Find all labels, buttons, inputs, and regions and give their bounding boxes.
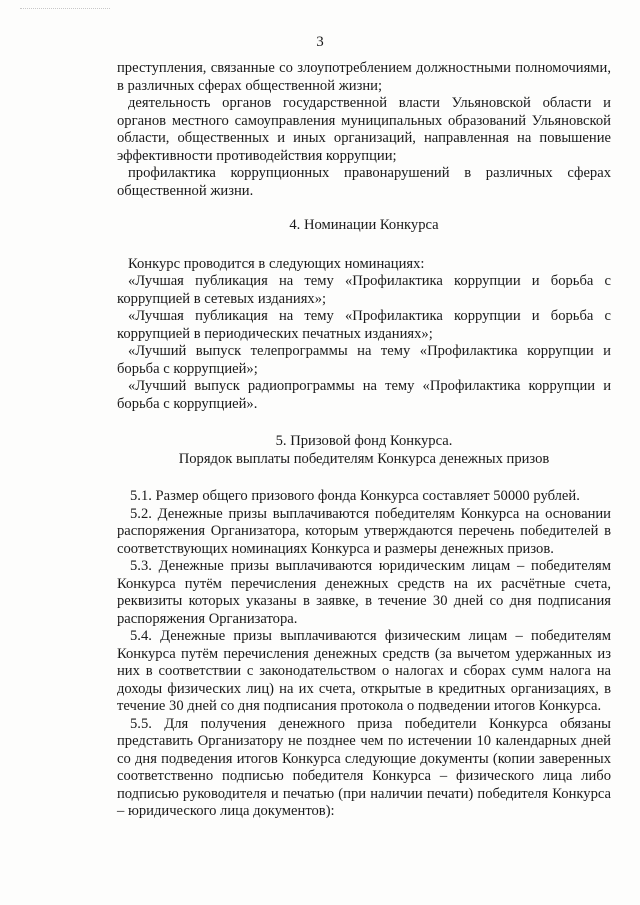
section-5-title-line-1: 5. Призовой фонд Конкурса. bbox=[275, 433, 453, 449]
intro-paragraph-3: профилактика коррупционных правонарушений в различных сферах общественной жизни. bbox=[117, 165, 611, 199]
clause-5-1: 5.1. Размер общего призового фонда Конкурса составляет 50000 рублей. bbox=[130, 488, 580, 504]
section-4-lead: Конкурс проводится в следующих номинациях: bbox=[128, 255, 425, 272]
clause-5-4: 5.4. Денежные призы выплачиваются физическим лицам – победителям Конкурса путём перечисления денежных средств (за вычетом удержанных из них в соответствии с законодательством о налогах и сборах сумм налога на доходы физических лиц) на их счета, открытые в кредитных организациях, в течение 30 дней со дня подписания протокола о подведении итогов Конкурса. bbox=[117, 628, 611, 714]
clause-5-5: 5.5. Для получения денежного приза победители Конкурса обязаны представить Организатору не позднее чем по истечении 10 календарных дней со дня подведения итогов Конкурса следующие документы (копии заверенных соответственно подписью победителя Конкурса – физического лица либо подписью руководителя и печатью (при наличии печати) победителя Конкурса – юридического лица документов): bbox=[117, 715, 611, 819]
nomination-item-3: «Лучший выпуск телепрограммы на тему «Профилактика коррупции и борьба с коррупцией»; bbox=[117, 343, 611, 377]
clause-5-2: 5.2. Денежные призы выплачиваются победителям Конкурса на основании распоряжения Организатора, которым утверждаются перечень победителей в соответствующих номинациях Конкурса и размеры денежных призов. bbox=[117, 505, 611, 557]
nomination-item-2: «Лучшая публикация на тему «Профилактика коррупции и борьба с коррупцией в периодических печатных изданиях»; bbox=[117, 308, 611, 342]
scan-artifact bbox=[20, 8, 110, 11]
document-body bbox=[117, 60, 611, 821]
nomination-item-4: «Лучший выпуск радиопрограммы на тему «Профилактика коррупции и борьба с коррупцией». bbox=[117, 378, 611, 412]
section-5-title-line-2: Порядок выплаты победителям Конкурса денежных призов bbox=[178, 450, 550, 467]
section-4-title: 4. Номинации Конкурса bbox=[289, 217, 439, 233]
intro-paragraph-1: преступления, связанные со злоупотреблением должностными полномочиями, в различных сферах общественной жизни; bbox=[117, 60, 611, 94]
clause-5-3: 5.3. Денежные призы выплачиваются юридическим лицам – победителям Конкурса путём перечисления денежных средств на их расчётные счета, реквизиты которых указаны в заявке, в течение 30 дней со дня подписания распоряжения Организатора. bbox=[117, 558, 611, 627]
page-number: 3 bbox=[316, 34, 324, 50]
intro-paragraph-2: деятельность органов государственной власти Ульяновской области и органов местного самоуправления муниципальных образований Ульяновской области, общественных и иных организаций, направленная на повышение эффективности противодействия коррупции; bbox=[117, 95, 611, 164]
nomination-item-1: «Лучшая публикация на тему «Профилактика коррупции и борьба с коррупцией в сетевых изданиях»; bbox=[117, 273, 611, 307]
